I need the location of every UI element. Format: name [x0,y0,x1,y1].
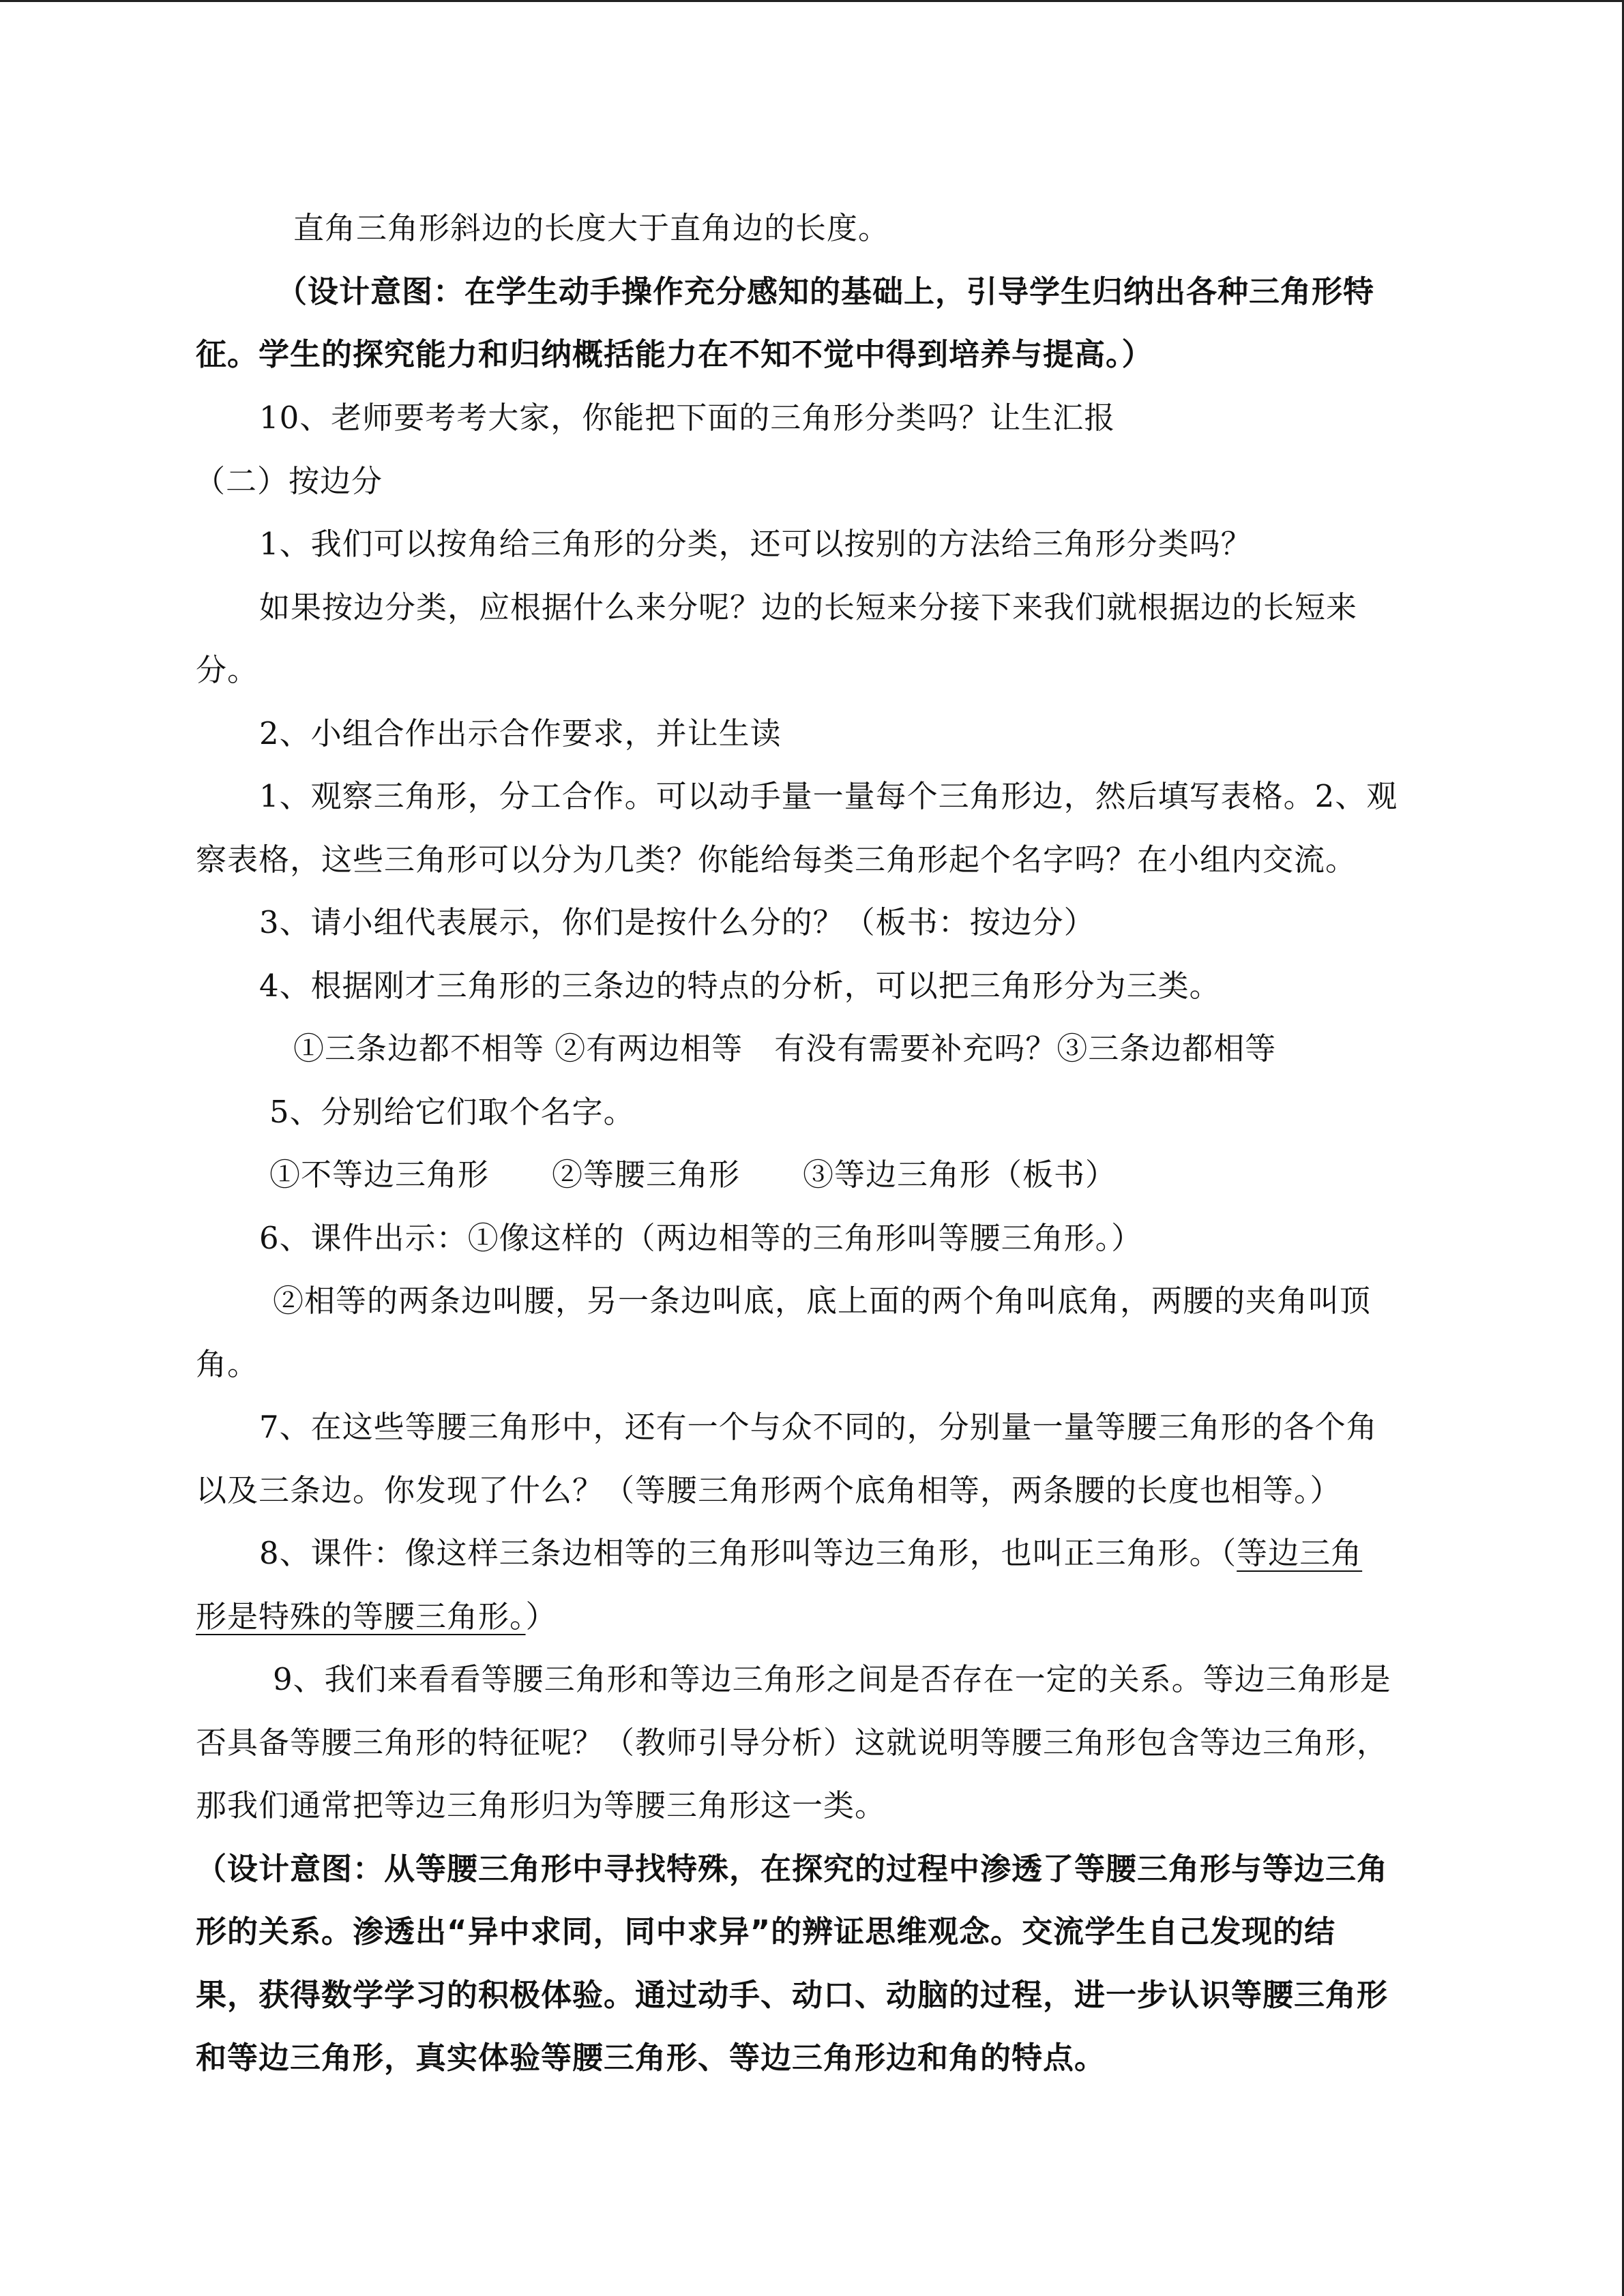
step-5-line: 5、分别给它们取个名字。 [269,1094,635,1130]
cooperation-line-2: 察表格，这些三角形可以分为几类？你能给每类三角形起个名字吗？在小组内交流。 [196,841,1357,878]
step-7-line-1: 7、在这些等腰三角形中，还有一个与众不同的，分别量一量等腰三角形的各个角 [259,1409,1378,1445]
design-intent-2-line-4: 和等边三角形，真实体验等腰三角形、等边三角形边和角的特点。 [196,2040,1106,2076]
isosceles-parts-line-2: 角。 [196,1346,259,1382]
step-8-line-2: 形是特殊的等腰三角形。） [196,1598,557,1635]
design-intent-2-line-2: 形的关系。渗透出“异中求同，同中求异”的辨证思维观念。交流学生自己发现的结 [196,1913,1336,1950]
step-1-line: 1、我们可以按角给三角形的分类，还可以按别的方法给三角形分类吗？ [259,526,1252,562]
design-intent-line-2: 征。学生的探究能力和归纳概括能力在不知不觉中得到培养与提高。） [196,336,1153,372]
cooperation-line-1: 1、观察三角形，分工合作。可以动手量一量每个三角形边，然后填写表格。2、观 [259,778,1398,814]
design-intent-2-line-3: 果，获得数学学习的积极体验。通过动手、动口、动脑的过程，进一步认识等腰三角形 [196,1977,1389,2013]
step-6-line: 6、课件出示：①像这样的（两边相等的三角形叫等腰三角形。） [259,1220,1143,1256]
step-8-line-1: 8、课件：像这样三条边相等的三角形叫等边三角形，也叫正三角形。（等边三角 [259,1535,1363,1571]
triangle-names-line: ①不等边三角形 ②等腰三角形 ③等边三角形（板书） [269,1157,1117,1193]
three-cases-line: ①三条边都不相等 ②有两边相等 有没有需要补充吗？③三条边都相等 [293,1030,1277,1067]
step-9-line-2: 否具备等腰三角形的特征呢？（教师引导分析）这就说明等腰三角形包含等边三角形， [196,1725,1389,1761]
design-intent-2-line-1: （设计意图：从等腰三角形中寻找特殊，在探究的过程中渗透了等腰三角形与等边三角 [196,1851,1389,1887]
step-4-line: 4、根据刚才三角形的三条边的特点的分析，可以把三角形分为三类。 [259,968,1221,1004]
step-9-line-3: 那我们通常把等边三角形归为等腰三角形这一类。 [196,1787,887,1823]
paragraph-line-1: 直角三角形斜边的长度大于直角边的长度。 [293,210,890,246]
step-1-followup-line-1: 如果按边分类，应根据什么来分呢？边的长短来分接下来我们就根据边的长短来 [259,589,1358,625]
step-2-line: 2、小组合作出示合作要求，并让生读 [259,715,782,751]
step-7-line-2: 以及三条边。你发现了什么？（等腰三角形两个底角相等，两条腰的长度也相等。） [196,1472,1342,1508]
underlined-note-start: 等边三角 [1237,1535,1363,1571]
question-10-line: 10、老师要考考大家，你能把下面的三角形分类吗？让生汇报 [259,400,1116,436]
step-1-followup-line-2: 分。 [196,652,259,688]
step-9-line-1: 9、我们来看看等腰三角形和等边三角形之间是否存在一定的关系。等边三角形是 [273,1661,1391,1697]
underlined-note-end: 形是特殊的等腰三角形。 [196,1598,526,1635]
section-heading-by-side: （二）按边分 [194,463,383,499]
isosceles-parts-line-1: ②相等的两条边叫腰，另一条边叫底，底上面的两个角叫底角，两腰的夹角叫顶 [273,1283,1372,1319]
step-3-line: 3、请小组代表展示，你们是按什么分的？（板书：按边分） [259,904,1095,940]
design-intent-line-1: （设计意图：在学生动手操作充分感知的基础上，引导学生归纳出各种三角形特 [276,273,1375,310]
